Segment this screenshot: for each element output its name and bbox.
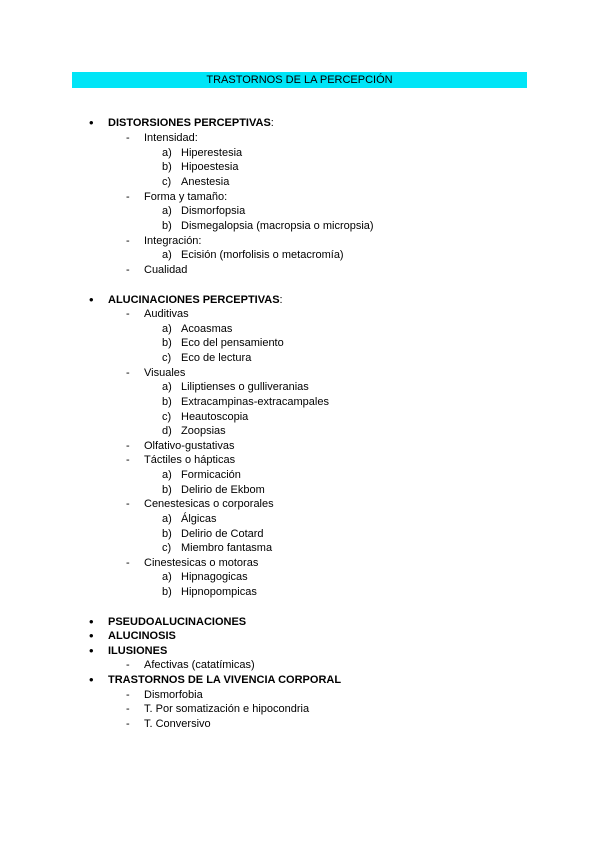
bullet-icon: • — [89, 672, 94, 687]
dash-marker: - — [126, 367, 130, 379]
list-marker: a) — [162, 571, 172, 583]
dash-marker: - — [126, 132, 130, 144]
section-heading-ilusiones: ILUSIONES — [108, 645, 168, 657]
item-integracion: Integración: — [144, 235, 202, 247]
list-marker: a) — [162, 147, 172, 159]
item-dismorfobia: Dismorfobia — [144, 689, 203, 701]
list-marker: b) — [162, 337, 172, 349]
dash-marker: - — [126, 689, 130, 701]
item-afectivas: Afectivas (catatímicas) — [144, 659, 255, 671]
bullet-icon: • — [89, 628, 94, 643]
dash-marker: - — [126, 235, 130, 247]
item-somatizacion: T. Por somatización e hipocondria — [144, 703, 310, 715]
list-marker: a) — [162, 469, 172, 481]
subitem-liliptienses: Liliptienses o gulliveranias — [181, 381, 309, 393]
page-title: TRASTORNOS DE LA PERCEPCIÓN — [72, 72, 527, 88]
subitem-acoasmas: Acoasmas — [181, 323, 233, 335]
section-heading-alucinosis: ALUCINOSIS — [108, 630, 176, 642]
item-olfativo-gustativas: Olfativo-gustativas — [144, 440, 235, 452]
item-cinestesicas: Cinestesicas o motoras — [144, 557, 259, 569]
list-marker: a) — [162, 513, 172, 525]
dash-marker: - — [126, 498, 130, 510]
list-marker: a) — [162, 205, 172, 217]
item-auditivas: Auditivas — [144, 308, 189, 320]
list-marker: a) — [162, 381, 172, 393]
list-marker: b) — [162, 484, 172, 496]
dash-marker: - — [126, 703, 130, 715]
dash-marker: - — [126, 264, 130, 276]
list-marker: a) — [162, 249, 172, 261]
list-marker: c) — [162, 542, 172, 554]
dash-marker: - — [126, 718, 130, 730]
subitem-miembro-fantasma: Miembro fantasma — [181, 542, 273, 554]
list-marker: b) — [162, 396, 172, 408]
list-marker: c) — [162, 352, 172, 364]
list-marker: b) — [162, 586, 172, 598]
list-marker: d) — [162, 425, 172, 437]
section-heading-alucinaciones: ALUCINACIONES PERCEPTIVAS: — [108, 294, 283, 306]
subitem-dismorfopsia: Dismorfopsia — [181, 205, 246, 217]
subitem-anestesia: Anestesia — [181, 176, 230, 188]
subitem-hipnagogicas: Hipnagogicas — [181, 571, 248, 583]
bullet-icon: • — [89, 643, 94, 658]
list-marker: a) — [162, 323, 172, 335]
bullet-icon: • — [89, 115, 94, 130]
bullet-icon: • — [89, 614, 94, 629]
dash-marker: - — [126, 308, 130, 320]
dash-marker: - — [126, 191, 130, 203]
list-marker: b) — [162, 161, 172, 173]
item-tactiles: Táctiles o hápticas — [144, 454, 236, 466]
section-heading-vivencia-corporal: TRASTORNOS DE LA VIVENCIA CORPORAL — [108, 674, 342, 686]
dash-marker: - — [126, 440, 130, 452]
section-heading-distorsiones: DISTORSIONES PERCEPTIVAS: — [108, 117, 274, 129]
subitem-eco-lectura: Eco de lectura — [181, 352, 252, 364]
list-marker: c) — [162, 411, 172, 423]
subitem-eco-pensamiento: Eco del pensamiento — [181, 337, 284, 349]
list-marker: b) — [162, 528, 172, 540]
subitem-algicas: Álgicas — [181, 513, 217, 525]
subitem-hiperestesia: Hiperestesia — [181, 147, 243, 159]
item-forma-tamano: Forma y tamaño: — [144, 191, 228, 203]
dash-marker: - — [126, 659, 130, 671]
subitem-delirio-cotard: Delirio de Cotard — [181, 528, 264, 540]
list-marker: c) — [162, 176, 172, 188]
subitem-dismegalopsia: Dismegalopsia (macropsia o micropsia) — [181, 220, 374, 232]
subitem-heautoscopia: Heautoscopia — [181, 411, 249, 423]
item-intensidad: Intensidad: — [144, 132, 198, 144]
subitem-extracampinas: Extracampinas-extracampales — [181, 396, 329, 408]
dash-marker: - — [126, 454, 130, 466]
list-marker: b) — [162, 220, 172, 232]
item-cualidad: Cualidad — [144, 264, 188, 276]
item-cenestesicas: Cenestesicas o corporales — [144, 498, 274, 510]
subitem-hipoestesia: Hipoestesia — [181, 161, 239, 173]
dash-marker: - — [126, 557, 130, 569]
subitem-ecision: Ecisión (morfolisis o metacromía) — [181, 249, 344, 261]
subitem-delirio-ekbom: Delirio de Ekbom — [181, 484, 265, 496]
item-conversivo: T. Conversivo — [144, 718, 211, 730]
section-heading-pseudoalucinaciones: PSEUDOALUCINACIONES — [108, 616, 247, 628]
item-visuales: Visuales — [144, 367, 186, 379]
subitem-zoopsias: Zoopsias — [181, 425, 226, 437]
subitem-hipnopompicas: Hipnopompicas — [181, 586, 257, 598]
subitem-formicacion: Formicación — [181, 469, 241, 481]
bullet-icon: • — [89, 292, 94, 307]
